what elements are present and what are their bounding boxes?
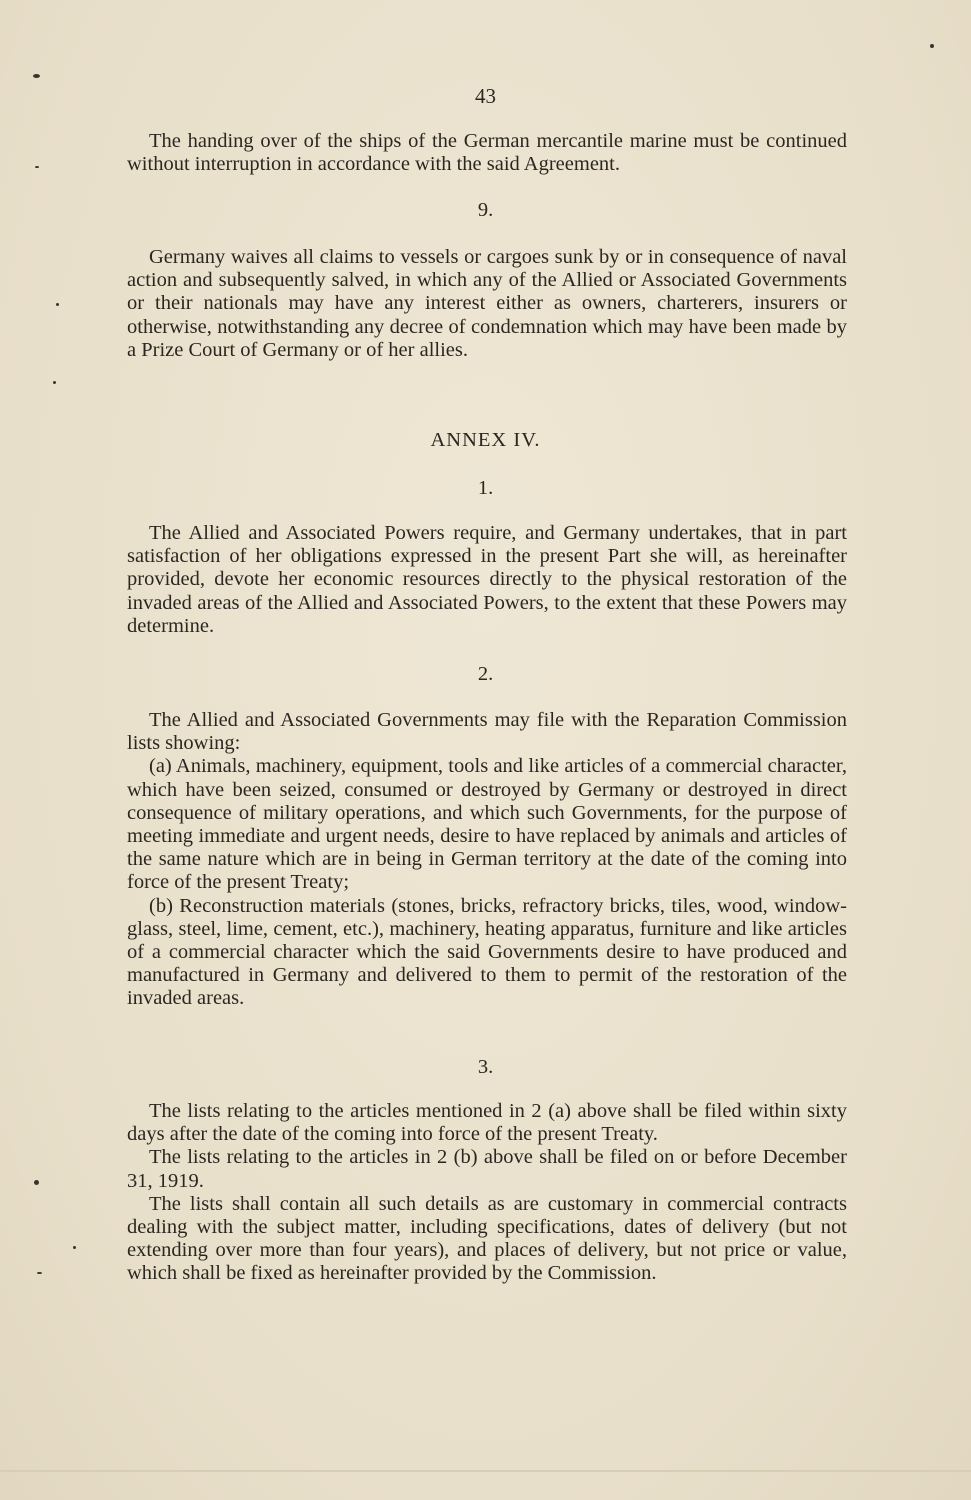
margin-mark xyxy=(930,44,934,48)
section-number-1: 1. xyxy=(477,477,494,499)
section-number-3: 3. xyxy=(477,1056,494,1078)
page-number: 43 xyxy=(475,84,496,108)
section-9-text xyxy=(127,246,847,362)
margin-mark xyxy=(53,381,56,384)
paragraph-item-a: (a) Animals, machinery, equipment, tools and like articles of a commercial character, which have been seized, consumed or destroyed by Germany or destroyed in direct consequence of military operations, and which such Governments, for the purpose of meeting immediate and urgent needs, desire to have replaced by animals and articles of the same nature which are in being in German territory at the date of the coming into force of the present Treaty; xyxy=(127,755,847,894)
paragraph: Germany waives all claims to vessels or cargoes sunk by or in consequence of naval action and subsequently salved, in which any of the Allied or Associated Governments or their nationals may have any interest either as owners, charterers, insurers or otherwise, notwithstanding any decree of condemnation which may have been made by a Prize Court of Germany or of her allies. xyxy=(127,246,847,361)
paragraph-item-b: (b) Reconstruction materials (stones, bricks, refractory bricks, tiles, wood, window-glass, steel, lime, cement, etc.), machinery, heating apparatus, furniture and like articles of a commercial character which the said Governments desire to have produced and manufactured in Germany and delivered to them to permit of the restoration of the invaded areas. xyxy=(127,894,847,1010)
margin-mark xyxy=(37,1272,42,1274)
paragraph: The Allied and Associated Powers require, and Germany undertakes, that in part satisfaction of her obligations expressed in the present Part she will, as hereinafter provided, devote her economic resources directly to the physical restoration of the invaded areas of the Allied and Associated Powers, to the extent that these Powers may determine. xyxy=(127,522,847,637)
section-2-text xyxy=(127,709,847,1011)
margin-mark xyxy=(34,1180,39,1185)
margin-mark xyxy=(33,74,40,78)
section-1-text xyxy=(127,522,847,638)
paragraph: The lists relating to the articles mentioned in 2 (a) above shall be filed within sixty days after the date of the coming into force of the present Treaty. xyxy=(127,1100,847,1146)
paragraph: The handing over of the ships of the German mercantile marine must be continued without interruption in accordance with the said Agreement. xyxy=(127,130,847,176)
section-3-text xyxy=(127,1100,847,1286)
annex-title: ANNEX IV. xyxy=(430,429,541,451)
margin-mark xyxy=(56,303,59,306)
margin-mark xyxy=(73,1246,76,1249)
intro-text xyxy=(127,130,847,176)
page-edge-line xyxy=(0,1470,971,1472)
margin-mark xyxy=(35,166,39,168)
paragraph: The lists relating to the articles in 2 (b) above shall be filed on or before December 31, 1919. xyxy=(127,1146,847,1192)
section-number-2: 2. xyxy=(477,663,494,685)
paragraph: The lists shall contain all such details as are customary in commercial contracts dealing with the subject matter, including specifications, dates of delivery (but not extending over more than four years), and places of delivery, but not price or value, which shall be fixed as hereinafter provided by the Commission. xyxy=(127,1192,847,1285)
section-number-9: 9. xyxy=(477,199,494,221)
paragraph: The Allied and Associated Governments may file with the Reparation Commission lists showing: xyxy=(127,709,847,755)
